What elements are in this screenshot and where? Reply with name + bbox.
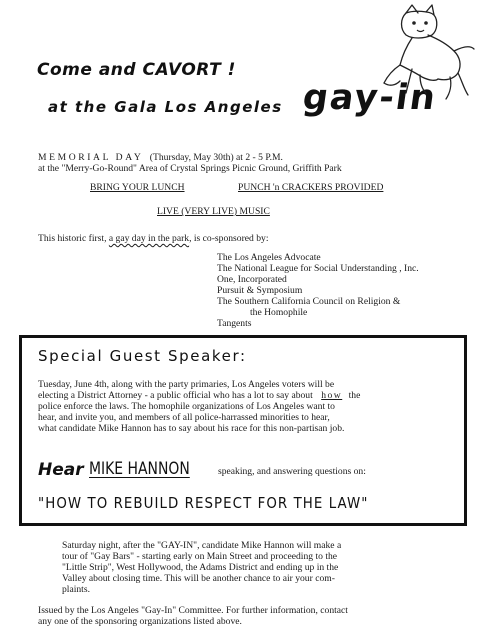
speaker-para-line: what candidate Mike Hannon has to say about his race for this non-partisan job. (38, 423, 345, 434)
tour-line: tour of "Gay Bars" - starting early on Main Street and proceeding to the (62, 551, 338, 562)
tour-line: Valley about closing time. This will be another chance to air your com- (62, 573, 335, 584)
tour-line: plaints. (62, 584, 90, 595)
sponsor-item: Pursuit & Symposium (217, 285, 303, 296)
speech-topic: "HOW TO REBUILD RESPECT FOR THE LAW" (38, 494, 369, 512)
sponsor-item: The Southern California Council on Religion & (217, 296, 401, 307)
event-time: (Thursday, May 30th) at 2 - 5 P.M. (149, 152, 283, 163)
headline-come-and-cavort: Come and CAVORT ! (37, 60, 236, 80)
event-location: at the "Merry-Go-Round" Area of Crystal Springs Picnic Ground, Griffith Park (38, 163, 342, 174)
the-word: the (348, 390, 361, 401)
sponsor-item: Tangents (217, 318, 252, 329)
footer-line: any one of the sponsoring organizations listed above. (38, 616, 242, 627)
sponsor-item: The Los Angeles Advocate (217, 252, 321, 263)
guest-speaker-heading: Special Guest Speaker: (38, 347, 247, 365)
gay-day-in-park: a gay day in the park (108, 233, 190, 244)
sponsor-item: the Homophile (250, 307, 308, 318)
tour-line: "Little Strip", West Hollywood, the Adams District and ending up in the (62, 562, 339, 573)
sponsor-item: The National League for Social Understanding , Inc. (217, 263, 419, 274)
brand-gay-in: gay-in (300, 78, 440, 118)
sponsors-intro-text: This historic first, (38, 233, 109, 244)
speaker-para-text: electing a District Attorney - a public official who has a lot to say about (38, 390, 313, 401)
speaker-name: MIKE HANNON (89, 459, 190, 479)
memorial-day-label: MEMORIAL DAY (38, 152, 144, 163)
sponsors-intro (38, 233, 268, 244)
punch-crackers-note: PUNCH 'n CRACKERS PROVIDED (238, 182, 384, 193)
speaker-para-line: Tuesday, June 4th, along with the party primaries, Los Angeles voters will be (38, 379, 335, 390)
headline-gala-los-angeles: at the Gala Los Angeles (48, 98, 283, 116)
bring-lunch-note: BRING YOUR LUNCH (90, 182, 185, 193)
hear-label: Hear (38, 460, 84, 480)
sponsors-intro-tail: , is co-sponsored by: (189, 233, 269, 244)
how-word: how (321, 390, 343, 401)
speaker-para-line (38, 390, 360, 401)
footer-line: Issued by the Los Angeles "Gay-In" Committee. For further information, contact (38, 605, 348, 616)
live-music-note: LIVE (VERY LIVE) MUSIC (157, 206, 270, 217)
dog-drawing-icon (350, 3, 478, 103)
tour-line: Saturday night, after the "GAY-IN", candidate Mike Hannon will make a (62, 540, 342, 551)
speaking-note: speaking, and answering questions on: (218, 466, 366, 477)
event-date (38, 152, 283, 163)
speaker-para-line: hear, and invite you, and members of all police-harrassed minorities to hear, (38, 412, 330, 423)
sponsor-item: One, Incorporated (217, 274, 287, 285)
speaker-para-line: police enforce the laws. The homophile organizations of Los Angeles want to (38, 401, 335, 412)
